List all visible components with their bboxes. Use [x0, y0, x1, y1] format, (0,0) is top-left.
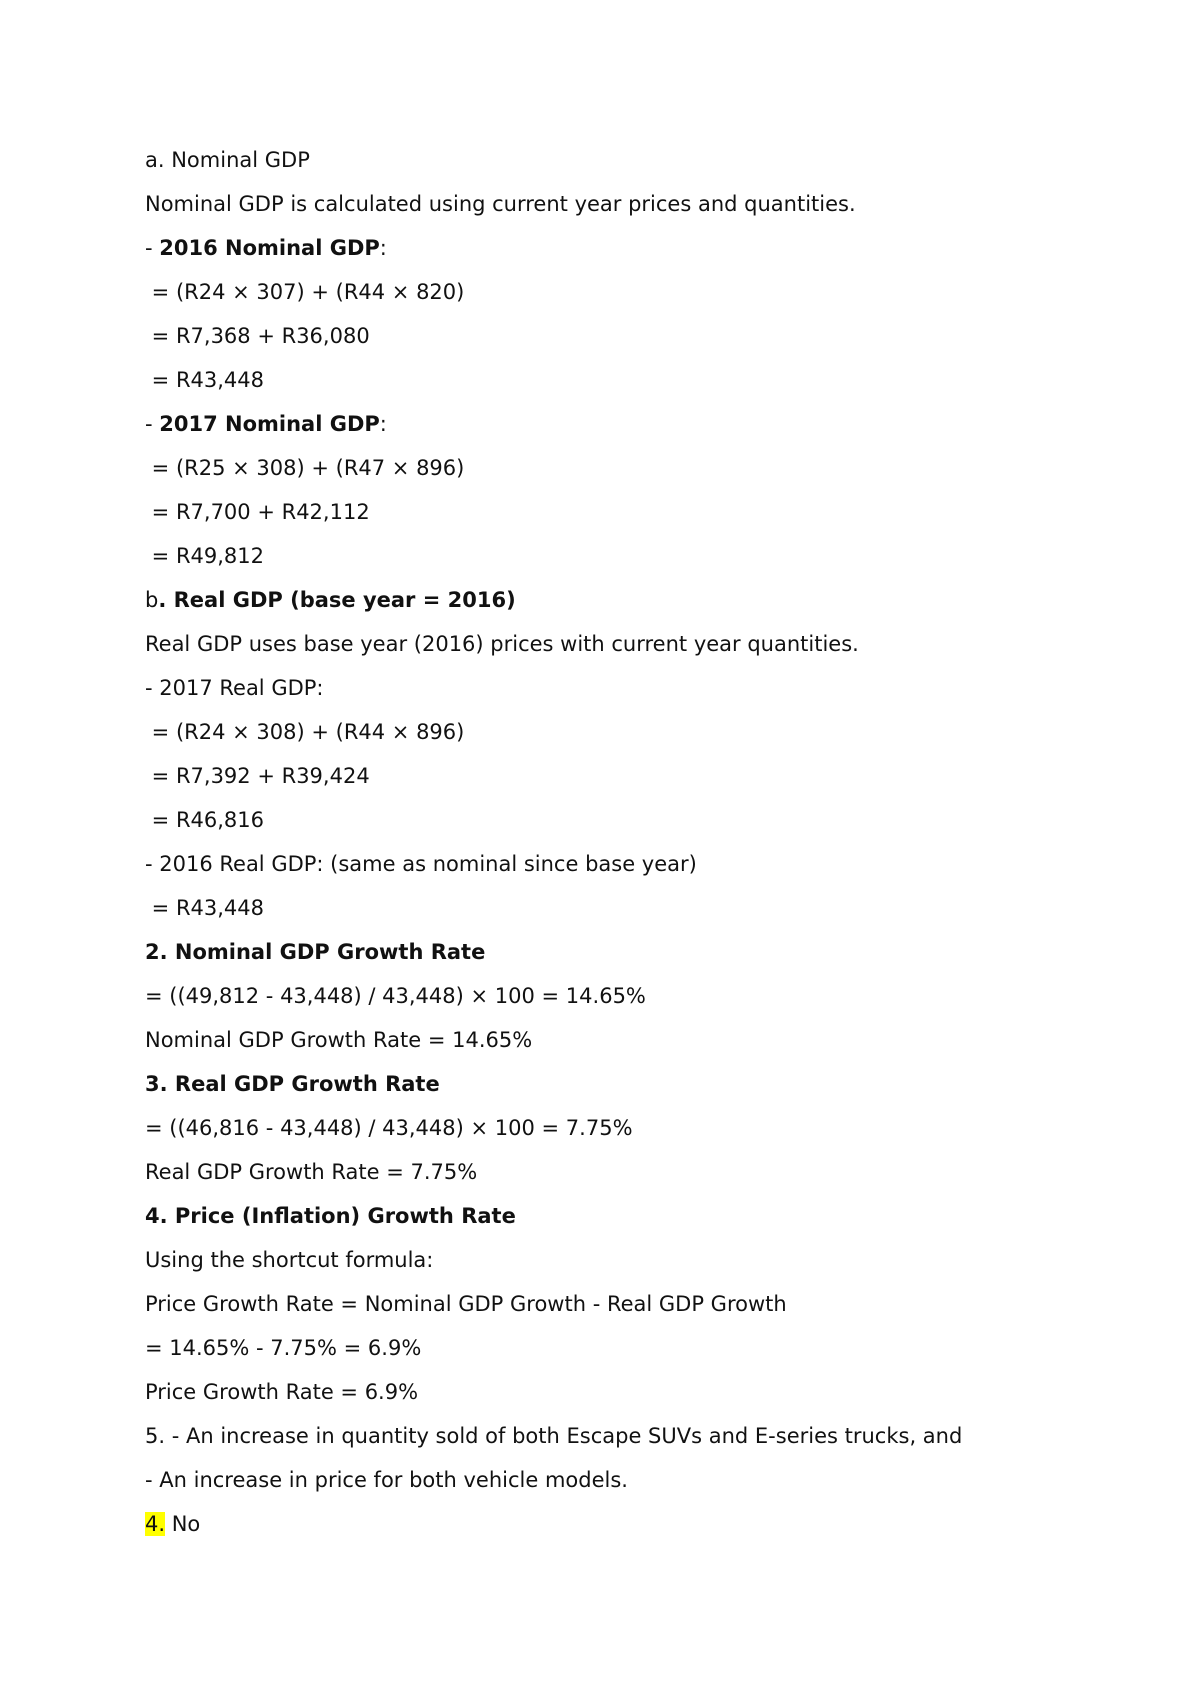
calculation-line: = R7,392 + R39,424: [145, 764, 370, 788]
section-2-heading: 2. Nominal GDP Growth Rate: [145, 940, 486, 964]
section-3-heading: 3. Real GDP Growth Rate: [145, 1072, 440, 1096]
section-4-heading: 4. Price (Inflation) Growth Rate: [145, 1204, 516, 1228]
calculation-line: = R7,700 + R42,112: [145, 500, 370, 524]
paragraph-line: Real GDP uses base year (2016) prices with current year quantities.: [145, 632, 859, 656]
calculation-line: = (R24 × 307) + (R44 × 820): [145, 280, 465, 304]
calculation-line: = R49,812: [145, 544, 265, 568]
section-5-line: 5. - An increase in quantity sold of both Escape SUVs and E-series trucks, and: [145, 1424, 963, 1448]
calculation-line: = R43,448: [145, 368, 265, 392]
answer-line: 4. No: [145, 1512, 201, 1536]
result-line: Nominal GDP Growth Rate = 14.65%: [145, 1028, 533, 1052]
calculation-line: = (R25 × 308) + (R47 × 896): [145, 456, 465, 480]
subheading-2016-nominal-gdp: - 2016 Nominal GDP:: [145, 236, 387, 260]
section-a-heading: a. Nominal GDP: [145, 148, 310, 172]
paragraph-line: - An increase in price for both vehicle models.: [145, 1468, 628, 1492]
calculation-line: = R46,816: [145, 808, 265, 832]
result-line: Price Growth Rate = 6.9%: [145, 1380, 419, 1404]
calculation-line: = ((46,816 - 43,448) / 43,448) × 100 = 7.75%: [145, 1116, 633, 1140]
document-body: [145, 138, 1145, 1546]
paragraph-line: Using the shortcut formula:: [145, 1248, 434, 1272]
calculation-line: = (R24 × 308) + (R44 × 896): [145, 720, 465, 744]
calculation-line: = R43,448: [145, 896, 265, 920]
subheading-2016-real-gdp: - 2016 Real GDP: (same as nominal since base year): [145, 852, 697, 876]
subheading-2017-nominal-gdp: - 2017 Nominal GDP:: [145, 412, 387, 436]
calculation-line: = ((49,812 - 43,448) / 43,448) × 100 = 14.65%: [145, 984, 646, 1008]
calculation-line: = R7,368 + R36,080: [145, 324, 370, 348]
result-line: Real GDP Growth Rate = 7.75%: [145, 1160, 478, 1184]
subheading-2017-real-gdp: - 2017 Real GDP:: [145, 676, 324, 700]
highlighted-number: 4.: [145, 1512, 166, 1536]
formula-line: Price Growth Rate = Nominal GDP Growth - Real GDP Growth: [145, 1292, 787, 1316]
calculation-line: = 14.65% - 7.75% = 6.9%: [145, 1336, 422, 1360]
paragraph-line: Nominal GDP is calculated using current year prices and quantities.: [145, 192, 856, 216]
section-b-heading: b. Real GDP (base year = 2016): [145, 588, 516, 612]
